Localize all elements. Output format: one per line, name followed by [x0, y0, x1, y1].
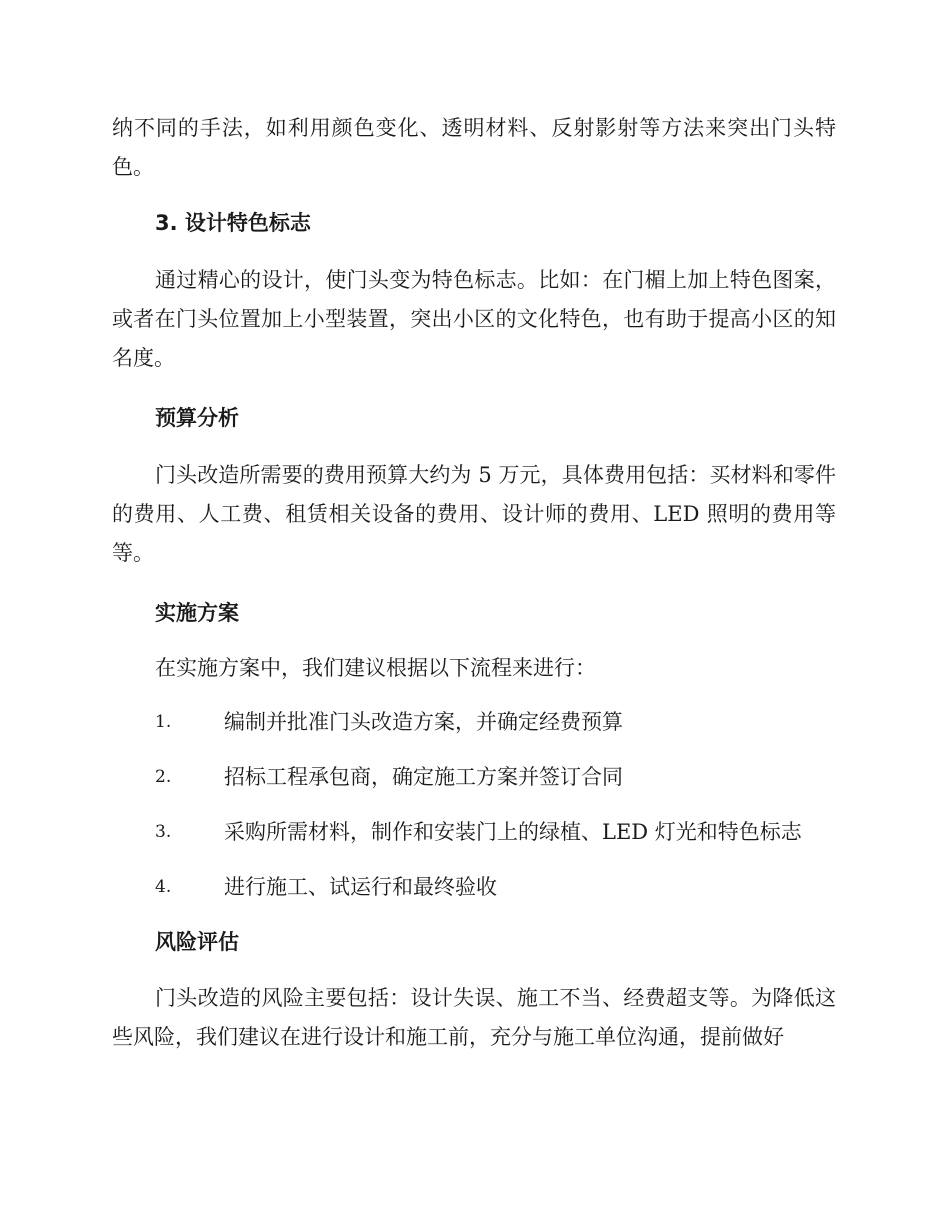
- heading-design-logo: 3. 设计特色标志: [155, 211, 311, 235]
- heading-risk-assessment: 风险评估: [155, 930, 239, 954]
- list-number: 2.: [155, 767, 172, 787]
- list-item: [155, 707, 835, 737]
- list-item: [155, 762, 835, 792]
- list-number: 3.: [155, 822, 172, 842]
- list-text: 进行施工、试运行和最终验收: [224, 875, 497, 899]
- risk-paragraph: 门头改造的风险主要包括：设计失误、施工不当、经费超支等。为降低这些风险，我们建议在进行设计和施工前，充分与施工单位沟通，提前做好: [112, 986, 836, 1049]
- list-item: [155, 817, 835, 847]
- budget-paragraph: 门头改造所需要的费用预算大约为 5 万元，具体费用包括：买材料和零件的费用、人工费、租赁相关设备的费用、设计师的费用、LED 照明的费用等等。: [112, 463, 836, 565]
- intro-paragraph-end: 纳不同的手法，如利用颜色变化、透明材料、反射影射等方法来突出门头特色。: [112, 116, 836, 179]
- heading-budget-analysis: 预算分析: [155, 406, 239, 430]
- list-text: 采购所需材料，制作和安装门上的绿植、LED 灯光和特色标志: [224, 820, 802, 844]
- plan-intro-paragraph: 在实施方案中，我们建议根据以下流程来进行：: [155, 656, 596, 680]
- logo-paragraph: 通过精心的设计，使门头变为特色标志。比如：在门楣上加上特色图案，或者在门头位置加上小型装置，突出小区的文化特色，也有助于提高小区的知名度。: [112, 268, 836, 370]
- list-number: 1.: [155, 712, 172, 732]
- list-text: 招标工程承包商，确定施工方案并签订合同: [224, 765, 623, 789]
- list-text: 编制并批准门头改造方案，并确定经费预算: [224, 710, 623, 734]
- list-item: [155, 872, 835, 902]
- heading-implementation-plan: 实施方案: [155, 601, 239, 625]
- list-number: 4.: [155, 877, 172, 897]
